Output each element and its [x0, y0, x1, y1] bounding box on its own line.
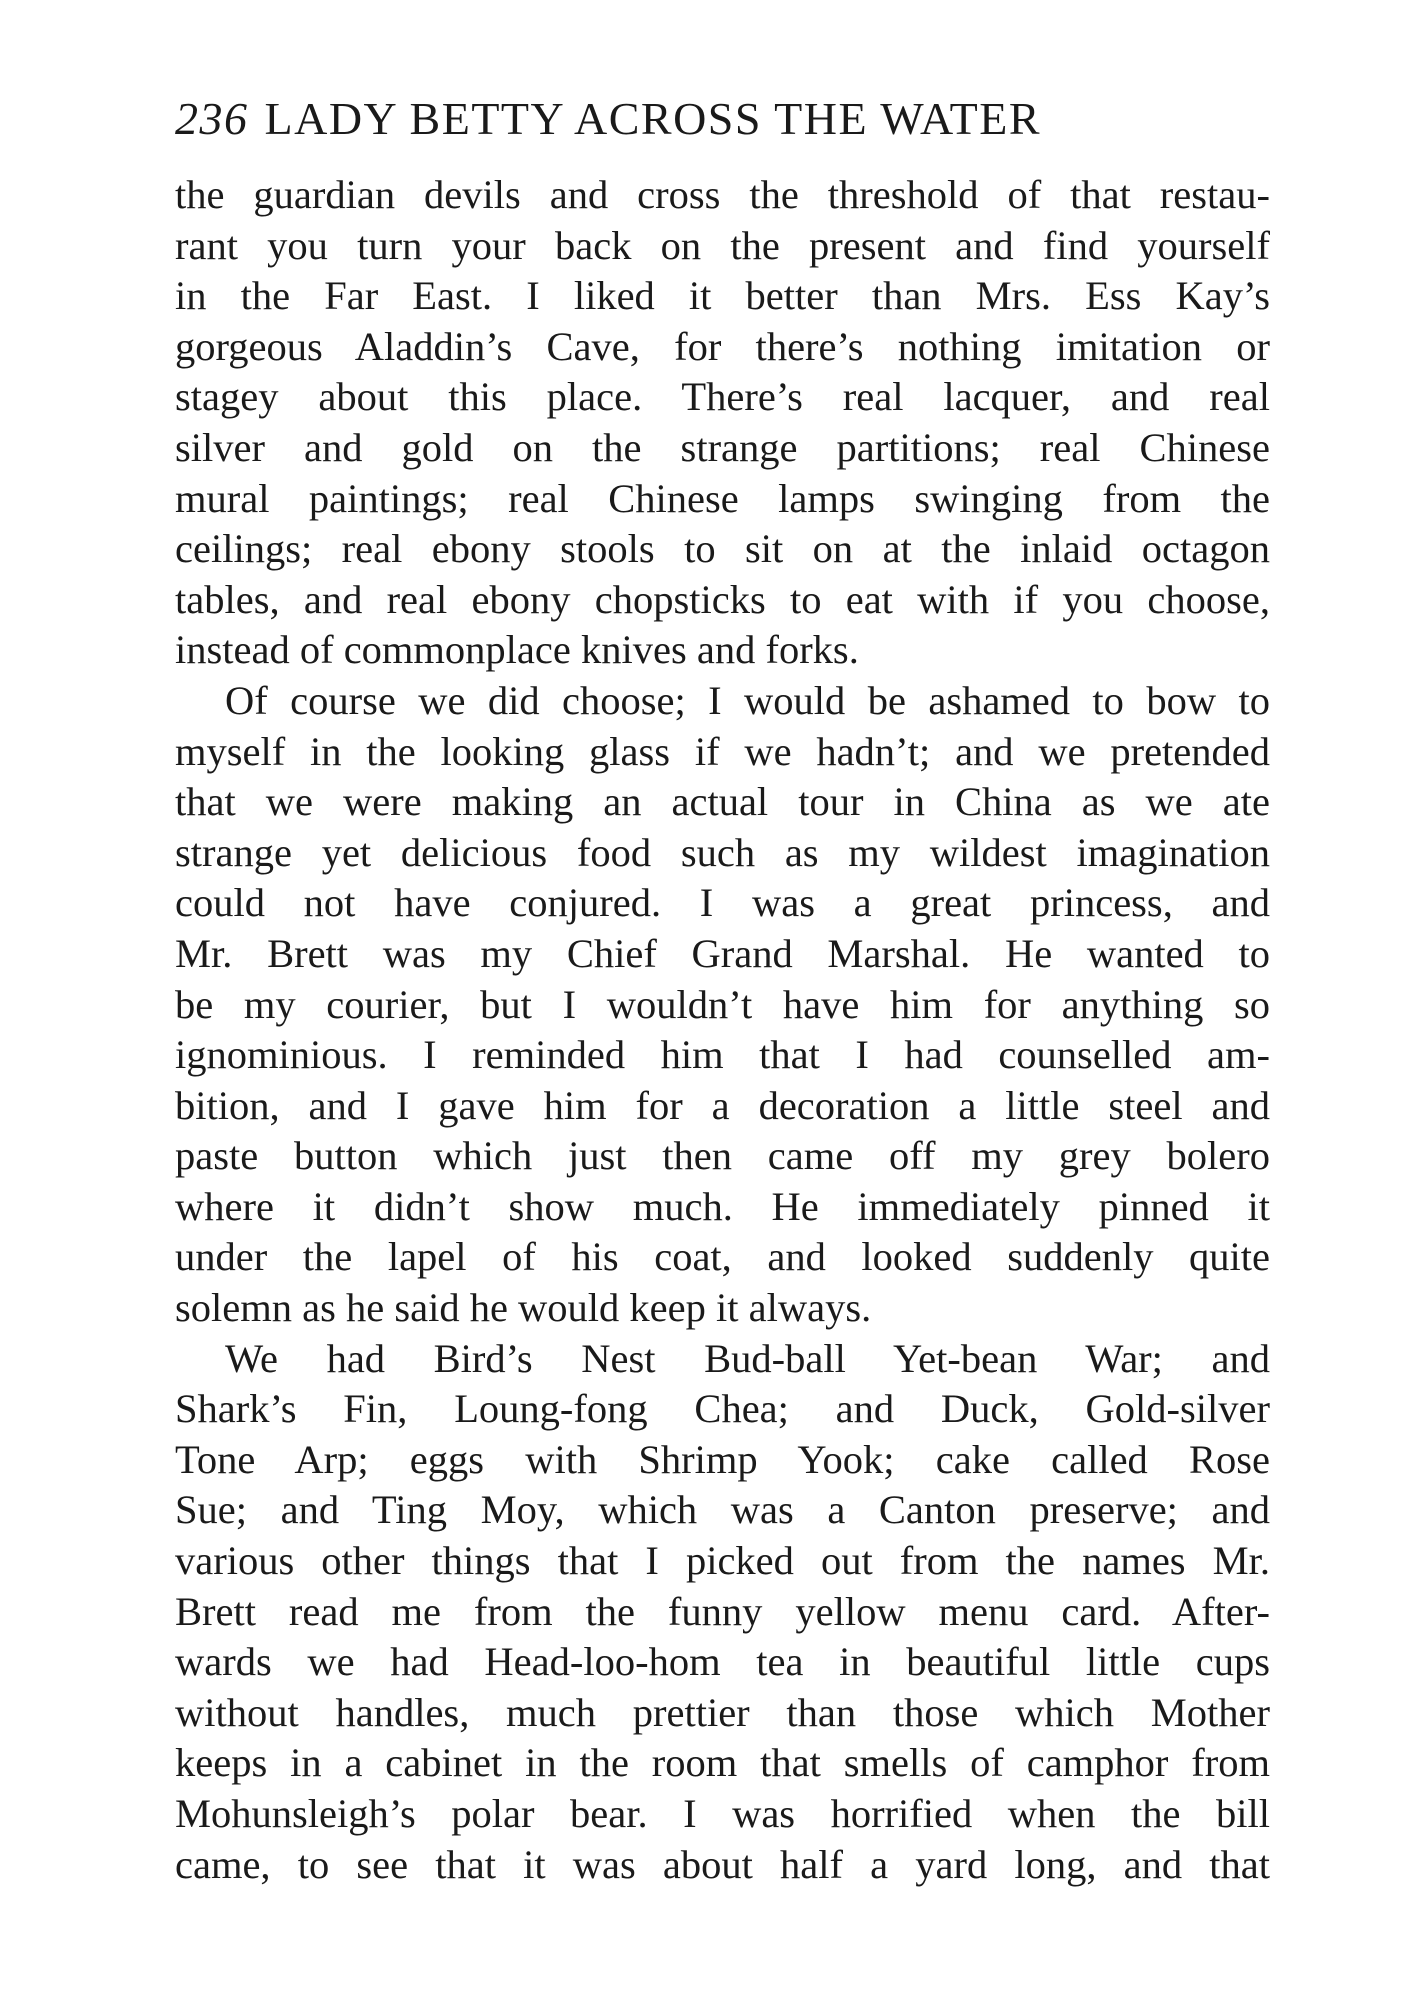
text-line: keeps in a cabinet in the room that smells of camphor from [175, 1740, 1270, 1786]
text-line: strange yet delicious food such as my wildest imagination [175, 829, 1270, 875]
text-line: could not have conjured. I was a great princess, and [175, 880, 1270, 926]
text-line: ignominious. I reminded him that I had counselled am- [175, 1032, 1270, 1078]
text-line: ceilings; real ebony stools to sit on at the inlaid octagon [175, 526, 1270, 572]
paragraph-3 [175, 1334, 1270, 1891]
text-line: myself in the looking glass if we hadn’t; and we pretended [175, 728, 1270, 774]
text-line: Brett read me from the funny yellow menu card. After- [175, 1588, 1270, 1634]
text-line: mural paintings; real Chinese lamps swinging from the [175, 475, 1270, 521]
text-line: gorgeous Aladdin’s Cave, for there’s nothing imitation or [175, 323, 1270, 369]
text-line: under the lapel of his coat, and looked suddenly quite [175, 1234, 1270, 1280]
text-line: where it didn’t show much. He immediately pinned it [175, 1183, 1270, 1229]
text-line: wards we had Head-loo-hom tea in beautiful little cups [175, 1639, 1270, 1685]
page-number: 236 [175, 93, 249, 144]
text-line: that we were making an actual tour in China as we ate [175, 779, 1270, 825]
paragraph-2 [175, 676, 1270, 1334]
text-line: Sue; and Ting Moy, which was a Canton preserve; and [175, 1487, 1270, 1533]
text-line: instead of commonplace knives and forks. [175, 627, 859, 673]
text-line: We had Bird’s Nest Bud-ball Yet-bean War; and [225, 1335, 1270, 1381]
text-line: be my courier, but I wouldn’t have him for anything so [175, 981, 1270, 1027]
text-line: Of course we did choose; I would be ashamed to bow to [225, 677, 1270, 723]
body-text [175, 170, 1270, 1890]
text-line: Mohunsleigh’s polar bear. I was horrified when the bill [175, 1791, 1270, 1836]
running-title: LADY BETTY ACROSS THE WATER [264, 93, 1042, 144]
text-line: without handles, much prettier than those which Mother [175, 1689, 1270, 1735]
text-line: rant you turn your back on the present and find yourself [175, 222, 1270, 268]
paragraph-1 [175, 170, 1270, 676]
text-line: tables, and real ebony chopsticks to eat with if you choose, [175, 576, 1270, 622]
text-line: Mr. Brett was my Chief Grand Marshal. He wanted to [175, 930, 1270, 976]
text-line: stagey about this place. There’s real lacquer, and real [175, 374, 1270, 420]
text-line: in the Far East. I liked it better than Mrs. Ess Kay’s [175, 273, 1270, 319]
text-line: various other things that I picked out from the names Mr. [175, 1538, 1270, 1584]
text-line: Shark’s Fin, Loung-fong Chea; and Duck, Gold-silver [175, 1386, 1270, 1432]
text-line: silver and gold on the strange partitions; real Chinese [175, 424, 1270, 470]
text-line: the guardian devils and cross the threshold of that restau- [175, 172, 1270, 217]
text-line: paste button which just then came off my grey bolero [175, 1133, 1270, 1179]
text-line: bition, and I gave him for a decoration a little steel and [175, 1082, 1270, 1128]
text-line: solemn as he said he would keep it always. [175, 1285, 872, 1331]
text-line: came, to see that it was about half a yard long, and that [175, 1841, 1270, 1887]
running-head [175, 92, 1265, 145]
text-line: Tone Arp; eggs with Shrimp Yook; cake called Rose [175, 1436, 1270, 1482]
